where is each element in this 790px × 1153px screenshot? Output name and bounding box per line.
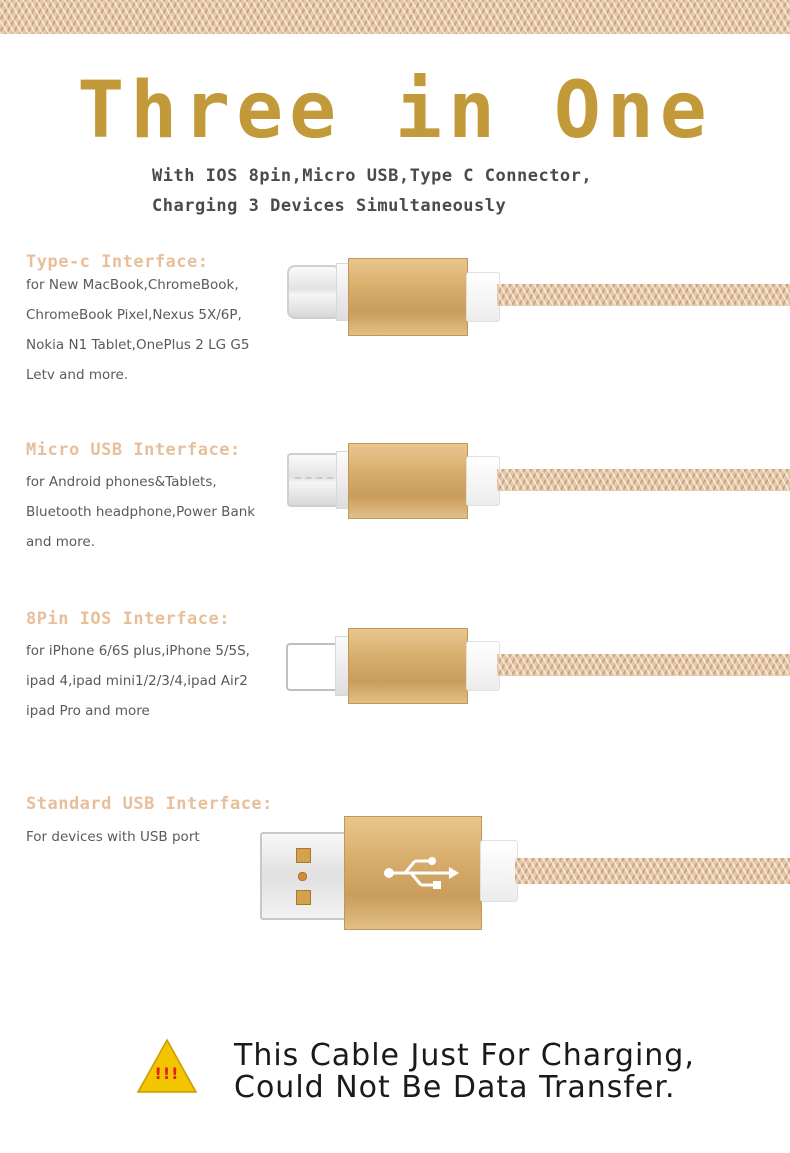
usb-a-hole-top xyxy=(296,848,311,863)
type-c-line: Nokia N1 Tablet,OnePlus 2 LG G5 xyxy=(26,337,250,353)
type-c-housing xyxy=(348,258,468,336)
warning-line-2: Could Not Be Data Transfer. xyxy=(234,1070,676,1105)
type-c-line: ChromeBook Pixel,Nexus 5X/6P, xyxy=(26,307,242,323)
usb-line: For devices with USB port xyxy=(26,829,200,845)
top-braided-cable xyxy=(0,0,790,34)
usb-a-plug-tip xyxy=(260,832,348,920)
lightning-plug-tip xyxy=(286,643,338,691)
usb-strain-relief xyxy=(480,840,518,902)
type-c-line: for New MacBook,ChromeBook, xyxy=(26,277,239,293)
warning-line-1: This Cable Just For Charging, xyxy=(234,1038,695,1073)
micro-usb-braided-cable xyxy=(497,469,790,491)
lightning-line: for iPhone 6/6S plus,iPhone 5/5S, xyxy=(26,643,250,659)
usb-housing xyxy=(344,816,482,930)
micro-usb-strain-relief xyxy=(466,456,500,506)
lightning-section-title: 8Pin IOS Interface: xyxy=(26,609,230,629)
type-c-line: Letv and more. xyxy=(26,367,129,383)
lightning-braided-cable xyxy=(497,654,790,676)
micro-usb-line: and more. xyxy=(26,534,95,550)
page-title: Three in One xyxy=(77,66,713,156)
lightning-description xyxy=(26,636,271,726)
usb-section-title: Standard USB Interface: xyxy=(26,794,273,814)
usb-symbol-icon xyxy=(345,817,481,929)
type-c-plug-tip xyxy=(287,265,341,319)
warning-icon-text: !!! xyxy=(154,1064,180,1083)
micro-usb-line: for Android phones&Tablets, xyxy=(26,474,217,490)
micro-usb-plug-tip xyxy=(287,453,341,507)
micro-usb-contacts xyxy=(295,477,333,481)
type-c-section-title: Type-c Interface: xyxy=(26,252,209,272)
micro-usb-housing xyxy=(348,443,468,519)
usb-braided-cable xyxy=(515,858,790,884)
type-c-braided-cable xyxy=(497,284,790,306)
usb-description xyxy=(26,822,271,852)
subtitle-line-1: With IOS 8pin,Micro USB,Type C Connector, xyxy=(152,166,593,186)
usb-a-hole-bottom xyxy=(296,890,311,905)
subtitle-line-2: Charging 3 Devices Simultaneously xyxy=(152,196,507,216)
type-c-strain-relief xyxy=(466,272,500,322)
type-c-description xyxy=(26,270,271,390)
warning-icon xyxy=(136,1038,198,1094)
usb-a-dot xyxy=(298,872,307,881)
micro-usb-description xyxy=(26,467,271,557)
lightning-housing xyxy=(348,628,468,704)
micro-usb-line: Bluetooth headphone,Power Bank xyxy=(26,504,256,520)
lightning-line: ipad 4,ipad mini1/2/3/4,ipad Air2 xyxy=(26,673,248,689)
lightning-line: ipad Pro and more xyxy=(26,703,150,719)
micro-usb-section-title: Micro USB Interface: xyxy=(26,440,241,460)
lightning-strain-relief xyxy=(466,641,500,691)
